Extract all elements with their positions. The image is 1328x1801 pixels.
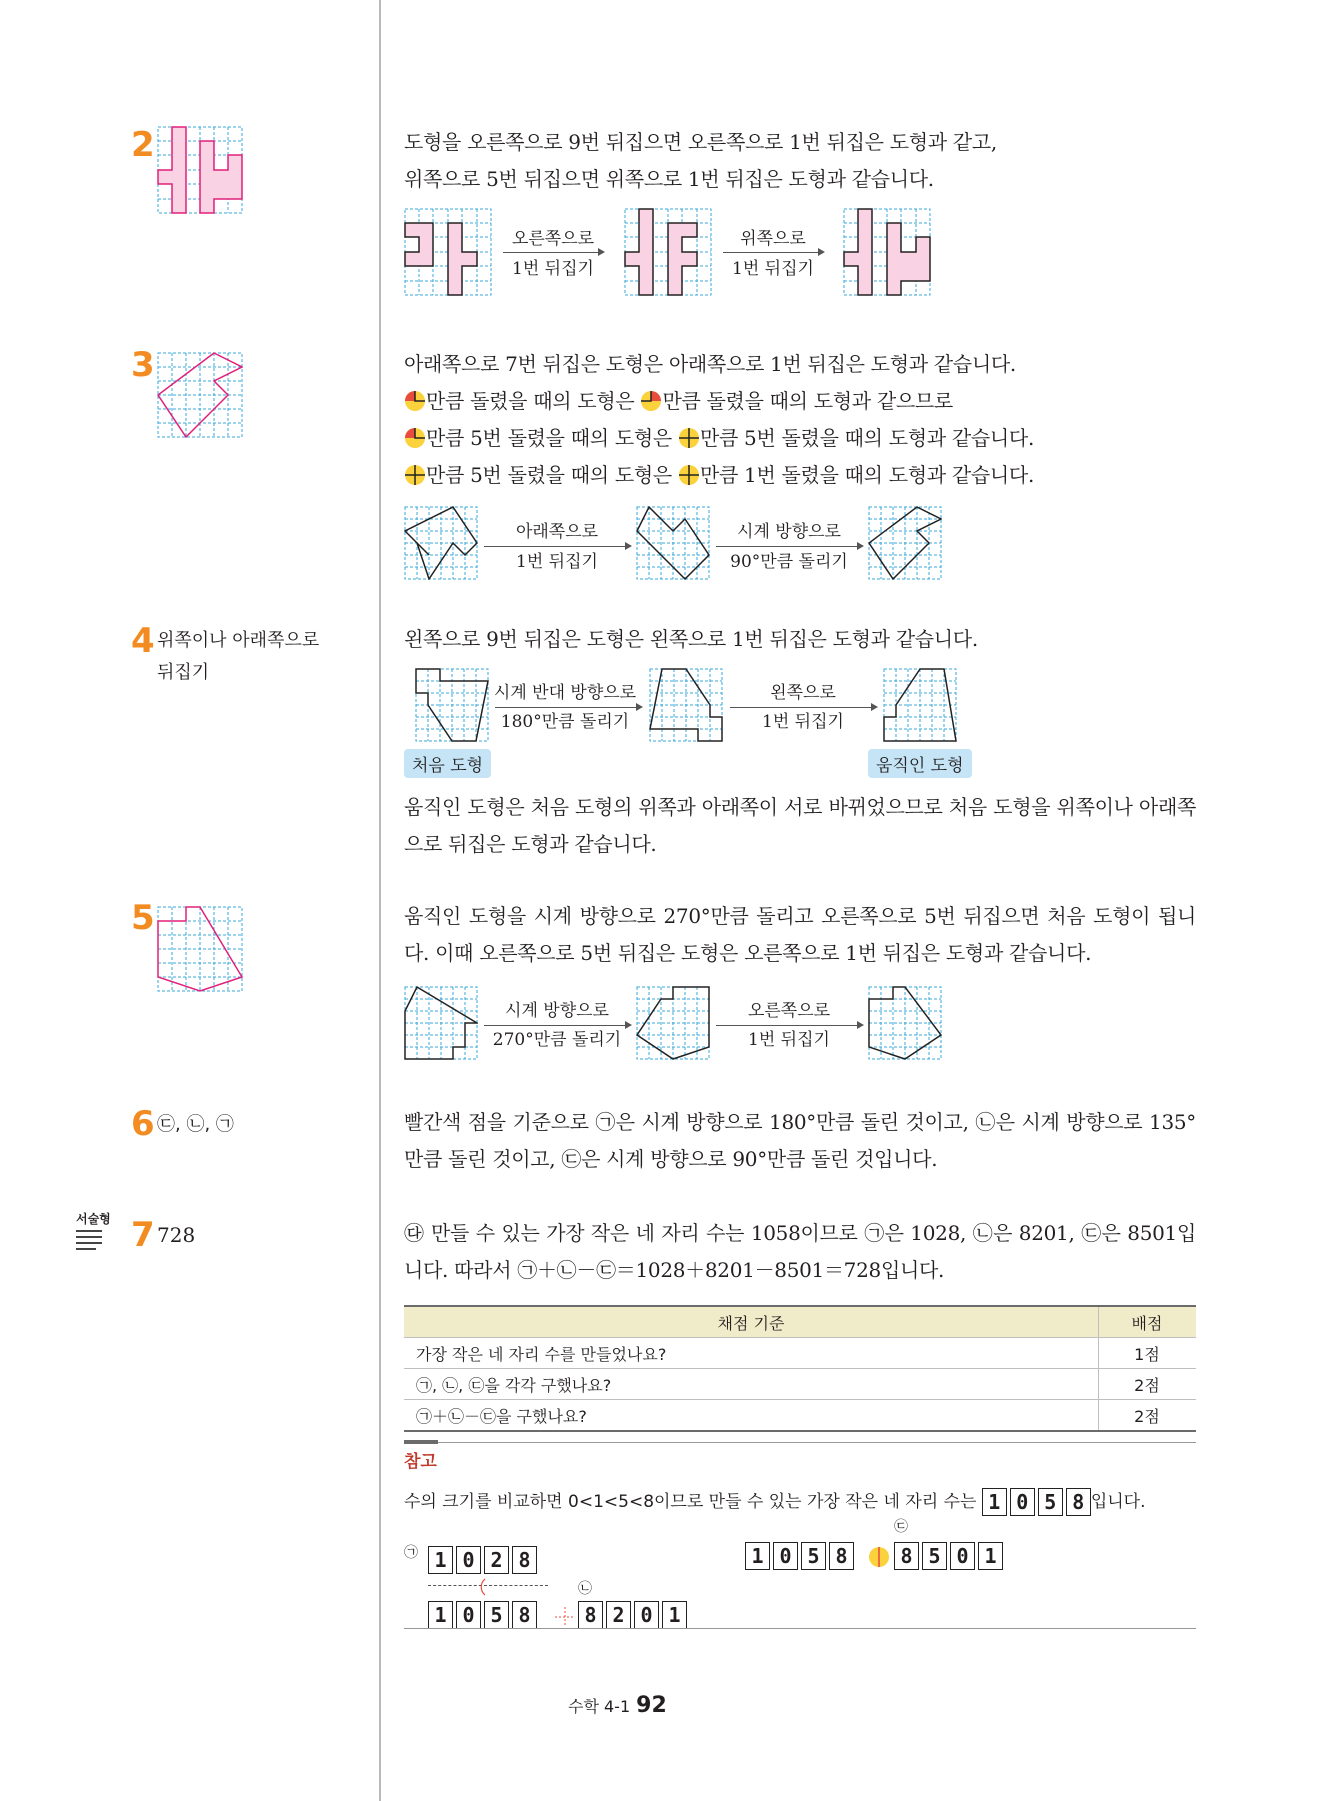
step-4a-bottom: 180°만큼 돌리기 [500,712,630,732]
arrow-5a [484,1025,630,1026]
problem-5-text: 움직인 도형을 시계 방향으로 270°만큼 돌리고 오른쪽으로 5번 뒤집으면 처음 도형이 됩니다. 이때 오른쪽으로 5번 뒤집은 도형은 오른쪽으로 1번 뒤집은 도형과 같습니다. [404,904,1196,965]
digits-b-right [578,1601,687,1629]
figure-3-middle [636,506,710,580]
p3-text-a: 만큼 돌렸을 때의 도형은 [426,389,635,413]
answer-7: 728 [157,1223,196,1247]
problem-7-text: ㉰ 만들 수 있는 가장 작은 네 자리 수는 1058이므로 ㉠은 1028, ㉡은 8201, ㉢은 8501입니다. 따라서 ㉠＋㉡－㉢＝1028＋8201－8501＝728입니다. [404,1221,1196,1282]
table-row [404,1338,1196,1369]
page-footer [568,1693,667,1718]
digit: 1 [428,1601,453,1629]
figure-3-start [404,506,478,580]
note-bottom-rule [404,1628,1196,1629]
note-title: 참고 [404,1452,437,1472]
criteria-cell: ㉠＋㉡－㉢을 구했나요? [404,1400,1099,1432]
figure-2-end [843,208,931,296]
note-mark [404,1440,438,1444]
full-turn-icon [678,464,700,486]
digit: 1 [978,1542,1003,1570]
arrow-2a [503,252,603,253]
step-4b-top: 왼쪽으로 [770,683,836,703]
step-2b-bottom: 1번 뒤집기 [732,259,814,279]
step-2b-top: 위쪽으로 [740,229,806,249]
note-text [404,1487,1146,1516]
answer-4-line-2: 뒤집기 [157,662,210,683]
digit: 0 [950,1542,975,1570]
figure-5-start [404,986,478,1060]
problem-3-line-2 [404,383,1196,420]
column-divider [379,0,381,1801]
score-header-criteria: 채점 기준 [404,1306,1099,1338]
quarter-turn-icon [404,390,426,412]
arrow-4b [730,707,876,708]
digit: 1 [428,1546,453,1574]
digit: 1 [662,1601,687,1629]
problem-number-2: 2 [131,125,155,165]
label-c: ㉢ [894,1519,908,1535]
note-text-before: 수의 크기를 비교하면 0<1<5<8이므로 만들 수 있는 가장 작은 네 자리 수는 [404,1492,977,1512]
step-5a-bottom: 270°만큼 돌리기 [492,1030,622,1050]
step-5b-top: 오른쪽으로 [747,1001,831,1021]
points-cell: 1점 [1099,1338,1197,1369]
quarter-turn-icon [404,427,426,449]
full-turn-icon [678,427,700,449]
problem-number-7: 7 [131,1215,155,1255]
table-row [404,1400,1196,1432]
figure-3-end [868,506,942,580]
score-header-points: 배점 [1099,1306,1197,1338]
digits-c-left [745,1542,854,1570]
figure-5-middle [636,986,710,1060]
points-cell: 2점 [1099,1400,1197,1432]
arrow-3b [716,546,862,547]
digit: 0 [634,1601,659,1629]
problem-number-6: 6 [131,1104,155,1144]
digits-a [428,1546,537,1574]
problem-2-line-2: 위쪽으로 5번 뒤집으면 위쪽으로 1번 뒤집은 도형과 같습니다. [404,167,934,191]
p3-text-d: 만큼 5번 돌렸을 때의 도형과 같습니다. [699,426,1035,450]
p3-text-c: 만큼 5번 돌렸을 때의 도형은 [426,426,672,450]
digit: 8 [512,1601,537,1629]
digit: 8 [1066,1488,1091,1516]
scoring-table [404,1305,1196,1432]
step-4b-bottom: 1번 뒤집기 [762,712,844,732]
step-2a-bottom: 1번 뒤집기 [512,259,594,279]
p3-text-e: 만큼 5번 돌렸을 때의 도형은 [426,463,672,487]
problem-number-5: 5 [131,898,155,938]
answer-figure-3 [157,352,243,438]
problem-number-4: 4 [131,621,155,661]
step-3b-top: 시계 방향으로 [737,522,841,542]
answer-6: ㉢, ㉡, ㉠ [157,1114,234,1135]
digit: 2 [484,1546,509,1574]
digits-b-left [428,1601,537,1629]
criteria-cell: ㉠, ㉡, ㉢을 각각 구했나요? [404,1369,1099,1400]
p3-text-b: 만큼 돌렸을 때의 도형과 같으므로 [662,389,953,413]
answer-figure-5 [157,906,243,992]
page-number: 92 [636,1693,667,1718]
digit: 1 [982,1488,1007,1516]
flip-arrow-icon [478,1577,492,1597]
smallest-number-digits [982,1488,1091,1516]
digit: 5 [922,1542,947,1570]
step-4a-top: 시계 반대 방향으로 [493,683,637,703]
step-5b-bottom: 1번 뒤집기 [748,1030,830,1050]
digit: 5 [484,1601,509,1629]
essay-lines-icon [76,1228,102,1254]
note-top-rule [404,1442,1196,1443]
figure-2-start [404,208,492,296]
figure-4-end [883,668,957,742]
digit: 1 [745,1542,770,1570]
digit: 5 [1038,1488,1063,1516]
arrow-2b [723,252,823,253]
step-3a-top: 아래쪽으로 [515,522,599,542]
footer-subject: 수학 4-1 [568,1697,631,1716]
badge-moved-shape: 움직인 도형 [868,749,972,778]
problem-3-line-3 [404,420,1196,457]
arrow-4a [495,707,641,708]
digit: 0 [456,1546,481,1574]
digit: 8 [894,1542,919,1570]
problem-3-line-1: 아래쪽으로 7번 뒤집은 도형은 아래쪽으로 1번 뒤집은 도형과 같습니다. [404,352,1016,376]
problem-4-intro: 왼쪽으로 9번 뒤집은 도형은 왼쪽으로 1번 뒤집은 도형과 같습니다. [404,627,978,651]
digits-c-right [894,1542,1003,1570]
problem-number-3: 3 [131,345,155,385]
digit: 8 [578,1601,603,1629]
problem-4-explain: 움직인 도형은 처음 도형의 위쪽과 아래쪽이 서로 바뀌었으므로 처음 도형을 위쪽이나 아래쪽으로 뒤집은 도형과 같습니다. [404,795,1196,856]
digit: 2 [606,1601,631,1629]
digit: 0 [456,1601,481,1629]
problem-2-line-1: 도형을 오른쪽으로 9번 뒤집으면 오른쪽으로 1번 뒤집은 도형과 같고, [404,130,997,154]
step-5a-top: 시계 방향으로 [505,1001,609,1021]
label-b: ㉡ [578,1581,592,1597]
points-cell: 2점 [1099,1369,1197,1400]
digit: 0 [1010,1488,1035,1516]
label-a: ㉠ [404,1545,418,1561]
digit: 8 [512,1546,537,1574]
arrow-5b [716,1025,862,1026]
badge-start-shape: 처음 도형 [404,749,491,778]
half-turn-icon [868,1546,890,1568]
criteria-cell: 가장 작은 네 자리 수를 만들었나요? [404,1338,1099,1369]
note-text-after: 입니다. [1090,1492,1146,1512]
digit: 8 [829,1542,854,1570]
full-turn-icon [404,464,426,486]
step-3b-bottom: 90°만큼 돌리기 [730,552,848,572]
step-3a-bottom: 1번 뒤집기 [516,552,598,572]
essay-tag: 서술형 [76,1212,111,1226]
figure-2-middle [624,208,712,296]
answer-figure-2 [157,126,243,214]
figure-4-middle [649,668,723,742]
rotation-arrow-icon [552,1604,578,1630]
step-2a-top: 오른쪽으로 [511,229,595,249]
p3-text-f: 만큼 1번 돌렸을 때의 도형과 같습니다. [699,463,1035,487]
figure-4-start [415,668,489,742]
digit: 0 [773,1542,798,1570]
arrow-3a [484,546,630,547]
table-row [404,1369,1196,1400]
problem-3-line-4 [404,457,1196,494]
problem-6-text: 빨간색 점을 기준으로 ㉠은 시계 방향으로 180°만큼 돌린 것이고, ㉡은 시계 방향으로 135°만큼 돌린 것이고, ㉢은 시계 방향으로 90°만큼 돌린 것입니다. [404,1110,1196,1171]
figure-5-end [868,986,942,1060]
three-quarter-turn-icon [640,390,662,412]
digit: 5 [801,1542,826,1570]
answer-4-line-1: 위쪽이나 아래쪽으로 [157,630,320,651]
